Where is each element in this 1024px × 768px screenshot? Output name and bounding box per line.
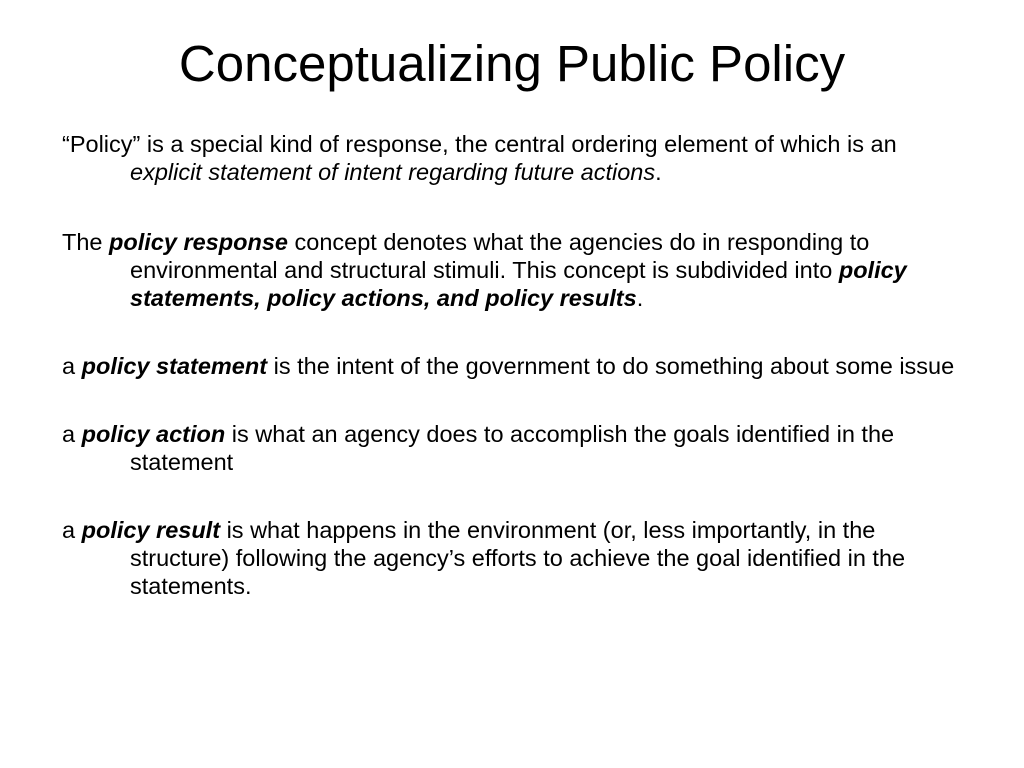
term-policy-statement: policy statement <box>81 353 268 379</box>
paragraph-policy-action <box>62 420 962 476</box>
paragraph-text: concept denotes what the agencies do in responding to environmental and structural stimuli. This concept is subdivided into <box>130 229 870 283</box>
term-subdivisions: policy statements, policy actions, and policy results <box>130 257 907 311</box>
paragraph-policy-response <box>62 228 962 312</box>
paragraph-text: a <box>62 421 82 447</box>
paragraph-text: a <box>62 353 82 379</box>
paragraph-text: . <box>655 159 662 185</box>
paragraph-policy-definition <box>62 130 962 186</box>
paragraph-policy-result <box>62 516 962 600</box>
term-policy-result: policy result <box>81 517 221 543</box>
term-policy-action: policy action <box>81 421 226 447</box>
slide-title: Conceptualizing Public Policy <box>178 35 846 92</box>
paragraph-text: “Policy” is a special kind of response, the central ordering element of which is an <box>62 131 897 157</box>
paragraph-text: The <box>62 229 110 255</box>
emphasis-text: explicit statement of intent regarding future actions <box>130 159 656 185</box>
paragraph-text: is what happens in the environment (or, less importantly, in the structure) following the agency’s efforts to achieve the goal identified in the statements. <box>130 517 906 599</box>
paragraph-policy-statement <box>62 352 962 380</box>
slide-body <box>62 130 962 600</box>
paragraph-text: . <box>636 285 644 311</box>
paragraph-text: is the intent of the government to do something about some issue <box>267 353 955 379</box>
paragraph-text: a <box>62 517 82 543</box>
paragraph-text: is what an agency does to accomplish the goals identified in the statement <box>130 421 895 475</box>
term-policy-response: policy response <box>109 229 288 255</box>
